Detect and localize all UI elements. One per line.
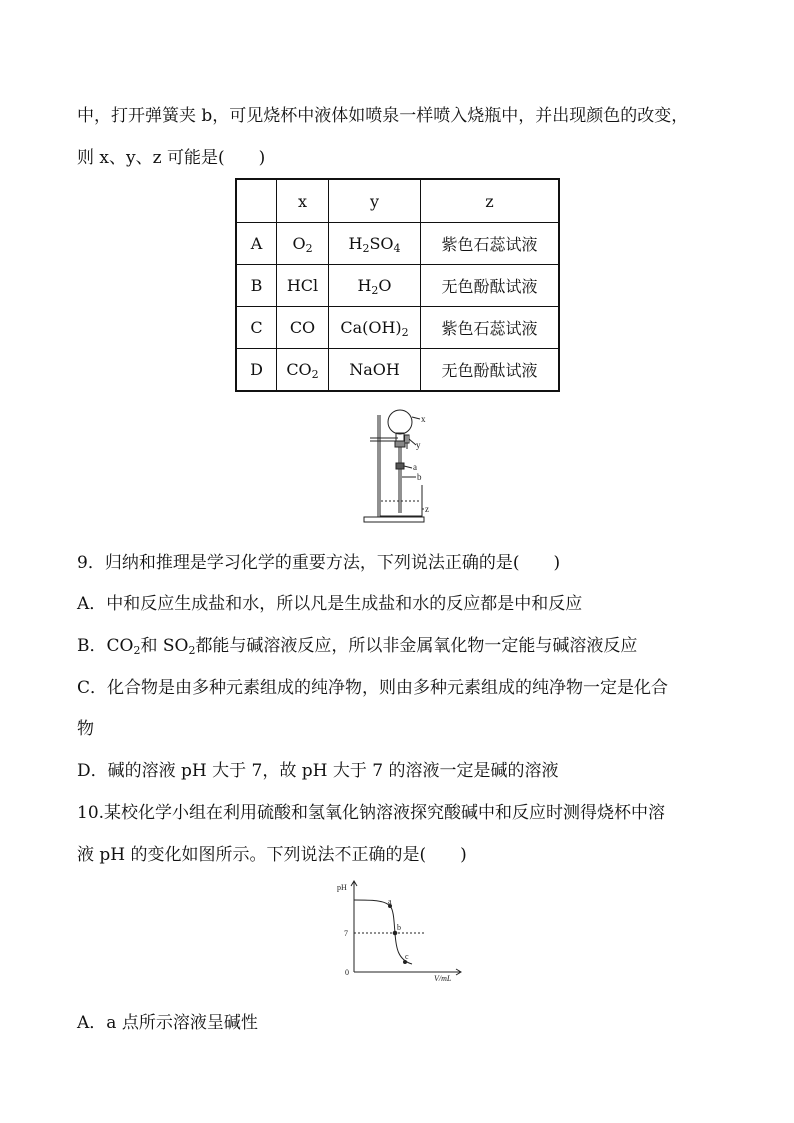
q8-stem-line2: 则 x、y、z 可能是( ) (77, 148, 266, 168)
table-row (236, 307, 559, 349)
q9-option-d: D．碱的溶液 pH 大于 7，故 pH 大于 7 的溶液一定是碱的溶液 (77, 761, 559, 781)
header-cell-z: z (421, 179, 560, 223)
cell-x: CO (277, 307, 329, 349)
table-row (236, 349, 559, 392)
q9-option-a: A．中和反应生成盐和水，所以凡是生成盐和水的反应都是中和反应 (77, 594, 583, 614)
figure-label-a: a (413, 462, 417, 472)
header-cell-x: x (277, 179, 329, 223)
q10-option-a: A．a 点所示溶液呈碱性 (77, 1013, 258, 1033)
cell-z: 无色酚酞试液 (421, 265, 560, 307)
cell-y: $H_2O$ (329, 265, 421, 307)
cell-x: $CO_2$ (277, 349, 329, 392)
row-label: C (236, 307, 277, 349)
figure-label-b: b (417, 472, 422, 482)
q9-option-b: B．$CO_2$和 $SO_2$都能与碱溶液反应，所以非金属氧化物一定能与碱溶液反应 (77, 636, 638, 657)
table-row (236, 265, 559, 307)
ph-curve-graph (332, 878, 467, 988)
q9-stem: 9．归纳和推理是学习化学的重要方法，下列说法正确的是( ) (77, 553, 561, 573)
figure-label-z: z (425, 504, 429, 514)
cell-y: NaOH (329, 349, 421, 392)
row-label: A (236, 223, 277, 265)
cell-y: $H_2SO_4$ (329, 223, 421, 265)
graph-point-c: c (405, 952, 409, 961)
q9-option-c-line1: C．化合物是由多种元素组成的纯净物，则由多种元素组成的纯净物一定是化合 (77, 678, 669, 698)
table-row (236, 223, 559, 265)
fountain-apparatus-figure (360, 405, 440, 530)
graph-y-axis-label: pH (337, 883, 347, 892)
figure-label-y: y (416, 440, 421, 450)
cell-z: 紫色石蕊试液 (421, 307, 560, 349)
cell-z: 无色酚酞试液 (421, 349, 560, 392)
header-cell-y: y (329, 179, 421, 223)
graph-point-a: a (388, 897, 392, 906)
table-header-row (236, 179, 559, 223)
row-label: D (236, 349, 277, 392)
q10-stem-line2: 液 pH 的变化如图所示。下列说法不正确的是( ) (77, 845, 467, 865)
cell-x: $O_2$ (277, 223, 329, 265)
figure-label-x: x (421, 414, 426, 424)
q10-stem-line1: 10.某校化学小组在利用硫酸和氢氧化钠溶液探究酸碱中和反应时测得烧杯中溶 (77, 803, 666, 823)
q8-options-table (235, 178, 560, 392)
cell-z: 紫色石蕊试液 (421, 223, 560, 265)
header-cell-empty (236, 179, 277, 223)
q8-stem-line1: 中，打开弹簧夹 b，可见烧杯中液体如喷泉一样喷入烧瓶中，并出现颜色的改变， (77, 106, 689, 126)
cell-y: $Ca(OH)_2$ (329, 307, 421, 349)
cell-x: HCl (277, 265, 329, 307)
graph-tick-7: 7 (344, 929, 348, 938)
q9-option-c-line2: 物 (77, 719, 94, 739)
graph-x-axis-label: V/mL (434, 974, 452, 983)
row-label: B (236, 265, 277, 307)
graph-origin-label: 0 (345, 968, 349, 977)
graph-point-b: b (397, 923, 401, 932)
